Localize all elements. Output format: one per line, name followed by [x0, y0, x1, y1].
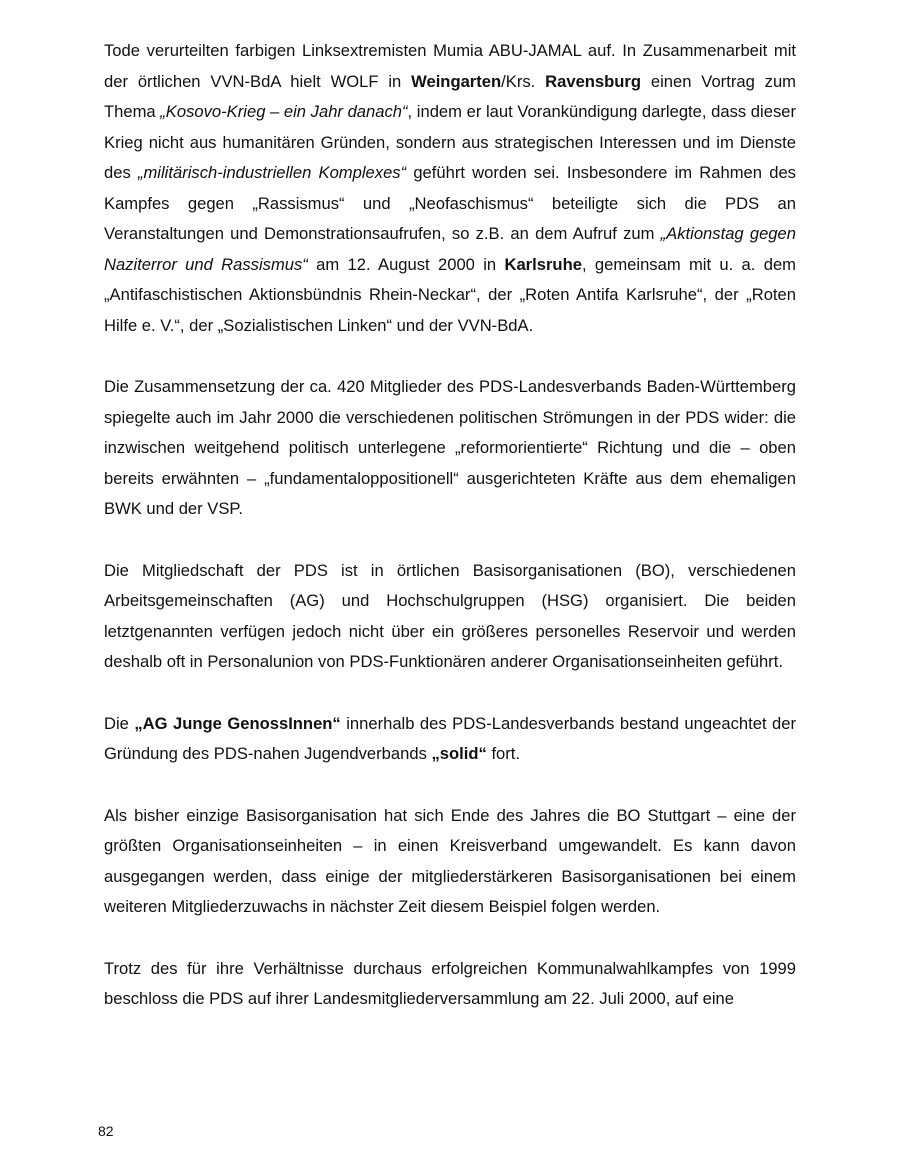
text-run: einen Vortrag zum Thema [104, 71, 796, 121]
text-run: Die [104, 713, 135, 733]
body-text [104, 36, 796, 1015]
page-number: 82 [98, 1123, 114, 1139]
bold-text: Karlsruhe [504, 254, 582, 274]
text-run: , indem er laut Vorankündigung darlegte, dass dieser Krieg nicht aus humanitären Gründen, sondern aus strategischen Interessen und im Dienste des [104, 102, 797, 182]
bold-text: Weingarten [411, 71, 502, 91]
italic-text: „Aktionstag gegen Naziterror und Rassismus“ [104, 224, 796, 274]
bold-text: Ravensburg [545, 71, 642, 91]
paragraph [104, 709, 796, 770]
document-page [104, 36, 796, 1046]
text-run: Die Zusammensetzung der ca. 420 Mitglieder des PDS-Landesverbands Baden-Württemberg spiegelte auch im Jahr 2000 die verschiedenen politischen Strömungen in der PDS wider: die inzwischen weitgehend politisch unterlegene „reformorientierte“ Richtung und die – oben bereits erwähnten – „fundamentaloppositionell“ ausgerichteten Kräfte aus dem ehemaligen BWK und der VSP. [104, 377, 796, 518]
text-run: Als bisher einzige Basisorganisation hat sich Ende des Jahres die BO Stuttgart – eine der größten Organisationseinheiten – in einen Kreisverband umgewandelt. Es kann davon ausgegangen werden, dass einige der mitgliederstärkeren Basisorganisationen bei einem weiteren Mitgliederzuwachs in nächster Zeit diesem Beispiel folgen werden. [104, 805, 796, 916]
text-run: geführt worden sei. Insbesondere im Rahmen des Kampfes gegen „Rassismus“ und „Neofaschismus“ beteiligte sich die PDS an Veranstaltungen und Demonstrationsaufrufen, so z.B. an dem Aufruf zum [104, 163, 796, 243]
italic-text: „Kosovo-Krieg – ein Jahr danach“ [160, 102, 408, 121]
text-run: fort. [486, 744, 521, 763]
text-run: Trotz des für ihre Verhältnisse durchaus erfolgreichen Kommunalwahlkampfes von 1999 beschloss die PDS auf ihrer Landesmitgliederversammlung am 22. Juli 2000, auf eine [104, 958, 796, 1008]
text-run: Die Mitgliedschaft der PDS ist in örtlichen Basisorganisationen (BO), verschiedenen Arbeitsgemeinschaften (AG) und Hochschulgruppen (HSG) organisiert. Die beiden letztgenannten verfügen jedoch nicht über ein größeres personelles Reservoir und werden deshalb oft in Personalunion von PDS-Funktionären anderer Organisationseinheiten geführt. [104, 560, 796, 671]
text-run: innerhalb des PDS-Landesverbands bestand ungeachtet der Gründung des PDS-nahen Jugendverbands [104, 713, 796, 763]
paragraph [104, 954, 796, 1015]
text-run: Tode verurteilten farbigen Linksextremisten Mumia ABU-JAMAL auf. In Zusammenarbeit mit der örtlichen VVN-BdA hielt WOLF in [104, 41, 796, 91]
italic-text: „militärisch-industriellen Komplexes“ [137, 163, 407, 182]
bold-text: „solid“ [431, 744, 487, 763]
paragraph [104, 372, 796, 525]
text-run: /Krs. [501, 71, 546, 91]
paragraph [104, 36, 796, 341]
paragraph [104, 801, 796, 923]
paragraph [104, 556, 796, 678]
bold-text: „AG Junge GenossInnen“ [134, 713, 341, 733]
text-run: am 12. August 2000 in [307, 254, 505, 274]
text-run: , gemeinsam mit u. a. dem „Antifaschistischen Aktionsbündnis Rhein-Neckar“, der „Roten Antifa Karlsruhe“, der „Roten Hilfe e. V.“, der „Sozialistischen Linken“ und der VVN-BdA. [104, 254, 797, 335]
